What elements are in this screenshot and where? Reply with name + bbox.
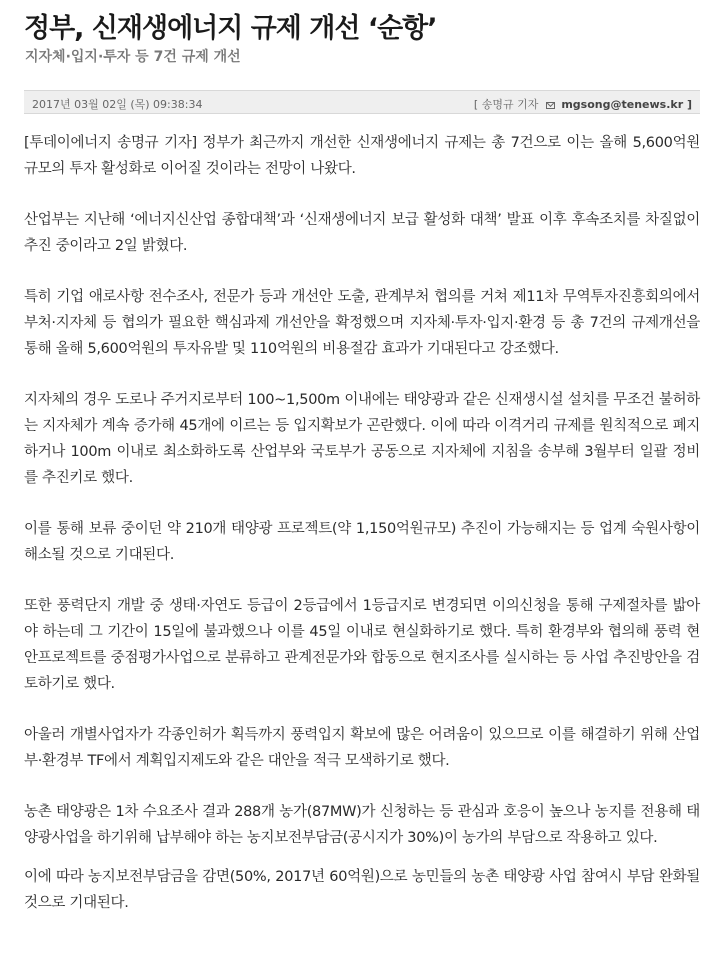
- paragraph: 또한 풍력단지 개발 중 생태·자연도 등급이 2등급에서 1등급지로 변경되면 이의신청을 통해 구제절차를 밟아야 하는데 그 기간이 15일에 불과했으나 이를 45일 이내로 현실화하기로 했다. 특히 환경부와 협의해 풍력 현안프로젝트를 중점평가사업으로 분류하고 관계전문가와 합동으로 현지조사를 실시하는 등 사업 추진방안을 검토하기로 했다.: [24, 598, 700, 692]
- headline: 정부, 신재생에너지 규제 개선 ‘순항’: [24, 13, 437, 44]
- paragraph: 산업부는 지난해 ‘에너지신산업 종합대책’과 ‘신재생에너지 보급 활성화 대책’ 발표 이후 후속조치를 차질없이 추진 중이라고 2일 밝혔다.: [24, 212, 700, 254]
- paragraph: 특히 기업 애로사항 전수조사, 전문가 등과 개선안 도출, 관계부처 협의를 거쳐 제11차 무역투자진흥회의에서 부처·지자체 등 협의가 필요한 핵심과제 개선안을 확정했으며 지자체·투자·입지·환경 등 총 7건의 규제개선을 통해 올해 5,600억원의 투자유발 및 110억원의 비용절감 효과가 기대된다고 강조했다.: [24, 289, 700, 357]
- article-body: [24, 130, 700, 941]
- reporter-email[interactable]: mgsong@tenews.kr ]: [561, 98, 692, 111]
- reporter-name: [ 송명규 기자: [473, 98, 539, 111]
- article-info-bar: [24, 90, 700, 114]
- byline: [474, 96, 692, 112]
- paragraph: 이에 따라 농지보전부담금을 감면(50%, 2017년 60억원)으로 농민들의 농촌 태양광 사업 참여시 부담 완화될 것으로 기대된다.: [24, 869, 700, 911]
- paragraph: 아울러 개별사업자가 각종인허가 획득까지 풍력입지 확보에 많은 어려움이 있으므로 이를 해결하기 위해 산업부·환경부 TF에서 계획입지제도와 같은 대안을 적극 모색하기로 했다.: [24, 727, 700, 769]
- paragraph: 농촌 태양광은 1차 수요조사 결과 288개 농가(87MW)가 신청하는 등 관심과 호응이 높으나 농지를 전용해 태양광사업을 하기위해 납부해야 하는 농지보전부담금(공시지가 30%)이 농가의 부담으로 작용하고 있다.: [24, 804, 700, 846]
- mail-icon: [546, 102, 555, 109]
- paragraph: 이를 통해 보류 중이던 약 210개 태양광 프로젝트(약 1,150억원규모) 추진이 가능해지는 등 업계 숙원사항이 해소될 것으로 기대된다.: [24, 521, 700, 563]
- paragraph: 지자체의 경우 도로나 주거지로부터 100~1,500m 이내에는 태양광과 같은 신재생시설 설치를 무조건 불허하는 지자체가 계속 증가해 45개에 이르는 등 입지확보가 곤란했다. 이에 따라 이격거리 규제를 원칙적으로 폐지하거나 100m 이내로 최소화하도록 산업부와 국토부가 공동으로 지자체에 지침을 송부해 3월부터 일괄 정비를 추진키로 했다.: [24, 392, 700, 486]
- subheadline: 지자체·입지·투자 등 7건 규제 개선: [25, 49, 241, 65]
- paragraph: [투데이에너지 송명규 기자] 정부가 최근까지 개선한 신재생에너지 규제는 총 7건으로 이는 올해 5,600억원 규모의 투자 활성화로 이어질 것이라는 전망이 나왔다.: [24, 135, 700, 177]
- publish-date: 2017년 03월 02일 (목) 09:38:34: [32, 98, 203, 111]
